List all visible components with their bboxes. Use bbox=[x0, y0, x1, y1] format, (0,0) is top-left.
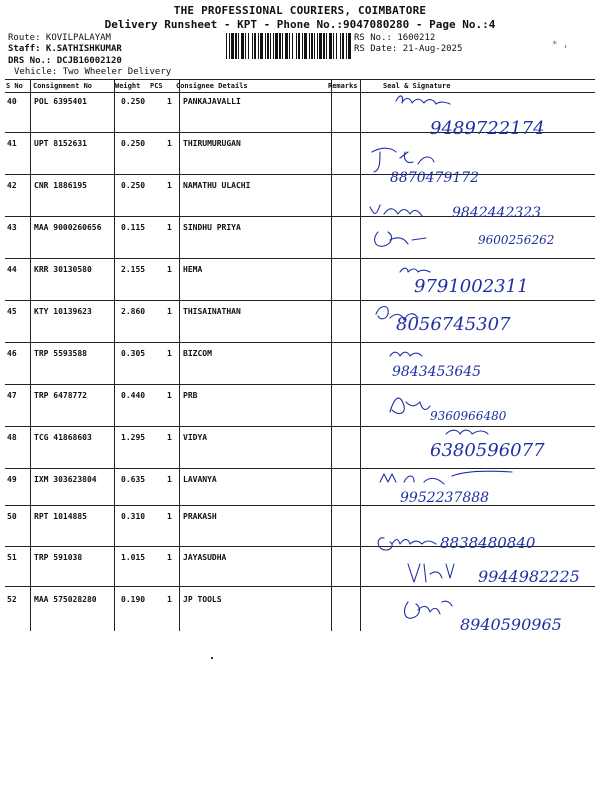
col-header-signature: Seal & Signature bbox=[383, 82, 451, 90]
barcode-bar bbox=[252, 33, 253, 59]
barcode-bar bbox=[333, 33, 334, 59]
barcode bbox=[226, 33, 351, 59]
row-consignee: PANKAJAVALLI bbox=[183, 97, 241, 106]
barcode-bar bbox=[340, 33, 341, 59]
table-top-rule bbox=[5, 79, 595, 80]
phone-40: 9489722174 bbox=[430, 118, 545, 139]
row-consignment: MAA 575028280 bbox=[34, 595, 97, 604]
barcode-bar bbox=[298, 33, 300, 59]
barcode-bar bbox=[326, 33, 327, 59]
row-consignee: SINDHU PRIYA bbox=[183, 223, 241, 232]
barcode-bar bbox=[317, 33, 318, 59]
signature-50 bbox=[378, 534, 536, 552]
signature-40 bbox=[396, 96, 545, 139]
barcode-bar bbox=[238, 33, 239, 59]
col-divider-consignee bbox=[331, 79, 332, 631]
row-pcs: 1 bbox=[167, 553, 172, 562]
row-consignment: KTY 10139623 bbox=[34, 307, 92, 316]
barcode-bar bbox=[311, 33, 313, 59]
col-header-cno: Consignment No bbox=[33, 82, 93, 90]
phone-43a: 9842442323 bbox=[452, 205, 542, 221]
barcode-bar bbox=[275, 33, 278, 59]
row-pcs: 1 bbox=[167, 139, 172, 148]
row-sno: 41 bbox=[7, 139, 17, 148]
row-sno: 49 bbox=[7, 475, 17, 484]
row-pcs: 1 bbox=[167, 349, 172, 358]
col-header-remarks: Remarks bbox=[328, 82, 358, 90]
row-pcs: 1 bbox=[167, 595, 172, 604]
row-consignment: IXM 303623804 bbox=[34, 475, 97, 484]
barcode-bar bbox=[285, 33, 288, 59]
col-header-weight: Weight bbox=[115, 82, 141, 90]
row-sno: 48 bbox=[7, 433, 17, 442]
phone-44: 9791002311 bbox=[414, 276, 529, 297]
row-weight: 0.440 bbox=[121, 391, 146, 400]
row-pcs: 1 bbox=[167, 97, 172, 106]
barcode-bar bbox=[302, 33, 303, 59]
row-consignee: VIDYA bbox=[183, 433, 208, 442]
row-consignment: POL 6395401 bbox=[34, 97, 87, 106]
col-header-consignee: Consignee Details bbox=[176, 82, 248, 90]
row-weight: 0.190 bbox=[121, 595, 146, 604]
col-header-sno: S No bbox=[6, 82, 23, 90]
drs-number: DRS No.: DCJB16002120 bbox=[8, 56, 122, 66]
row-weight: 0.115 bbox=[121, 223, 146, 232]
barcode-bar bbox=[254, 33, 256, 59]
row-consignee: BIZCOM bbox=[183, 349, 212, 358]
barcode-bar bbox=[282, 33, 283, 59]
signature-area bbox=[360, 82, 600, 642]
signature-48 bbox=[430, 430, 545, 461]
barcode-bar bbox=[289, 33, 290, 59]
row-pcs: 1 bbox=[167, 475, 172, 484]
phone-48: 6380596077 bbox=[430, 440, 545, 461]
barcode-bar bbox=[265, 33, 266, 59]
row-consignee: NAMATHU ULACHI bbox=[183, 181, 251, 190]
row-consignee: PRAKASH bbox=[183, 512, 217, 521]
col-divider-cno bbox=[114, 79, 115, 631]
barcode-bar bbox=[304, 33, 307, 59]
barcode-bar bbox=[258, 33, 259, 59]
row-consignment: MAA 9000260656 bbox=[34, 223, 102, 232]
row-consignment: KRR 30130580 bbox=[34, 265, 92, 274]
row-consignee: PRB bbox=[183, 391, 198, 400]
row-sno: 44 bbox=[7, 265, 17, 274]
row-consignment: TRP 6478772 bbox=[34, 391, 87, 400]
barcode-bar bbox=[342, 33, 344, 59]
corner-mark: * , bbox=[552, 40, 569, 50]
row-weight: 0.305 bbox=[121, 349, 146, 358]
row-consignee: LAVANYA bbox=[183, 475, 217, 484]
row-pcs: 1 bbox=[167, 391, 172, 400]
row-pcs: 1 bbox=[167, 181, 172, 190]
signature-52 bbox=[405, 601, 562, 634]
barcode-bar bbox=[309, 33, 310, 59]
barcode-bar bbox=[231, 33, 234, 59]
row-sno: 40 bbox=[7, 97, 17, 106]
phone-52: 8940590965 bbox=[460, 615, 562, 634]
row-consignee: JP TOOLS bbox=[183, 595, 222, 604]
row-sno: 51 bbox=[7, 553, 17, 562]
runsheet-title: Delivery Runsheet - KPT - Phone No.:9047080280 - Page No.:4 bbox=[104, 18, 496, 31]
barcode-bar bbox=[329, 33, 332, 59]
phone-47: 9360966480 bbox=[430, 409, 507, 423]
barcode-bar bbox=[267, 33, 269, 59]
barcode-bar bbox=[241, 33, 244, 59]
barcode-bar bbox=[346, 33, 347, 59]
row-weight: 1.295 bbox=[121, 433, 146, 442]
row-weight: 0.250 bbox=[121, 97, 146, 106]
phone-45: 8056745307 bbox=[396, 314, 511, 335]
company-name: THE PROFESSIONAL COURIERS, COIMBATORE bbox=[173, 4, 427, 17]
signature-44 bbox=[400, 268, 529, 297]
barcode-bar bbox=[229, 33, 230, 59]
route-label: Route: KOVILPALAYAM bbox=[8, 33, 111, 43]
col-divider-weight bbox=[179, 79, 180, 631]
barcode-bar bbox=[235, 33, 237, 59]
signature-41 bbox=[372, 148, 479, 186]
barcode-bar bbox=[323, 33, 325, 59]
barcode-bar bbox=[336, 33, 337, 59]
signature-45 bbox=[376, 307, 511, 336]
row-consignee: THIRUMURUGAN bbox=[183, 139, 241, 148]
phone-49: 9952237888 bbox=[400, 490, 490, 506]
row-weight: 0.250 bbox=[121, 139, 146, 148]
row-consignment: TCG 41868603 bbox=[34, 433, 92, 442]
row-weight: 2.155 bbox=[121, 265, 146, 274]
col-divider-sno bbox=[30, 79, 31, 631]
staff-label: Staff: K.SATHISHKUMAR bbox=[8, 44, 122, 54]
barcode-bar bbox=[348, 33, 351, 59]
phone-50: 8838480840 bbox=[440, 534, 536, 552]
signature-49 bbox=[380, 471, 512, 506]
barcode-bar bbox=[245, 33, 246, 59]
row-consignment: CNR 1886195 bbox=[34, 181, 87, 190]
barcode-bar bbox=[273, 33, 274, 59]
row-consignee: THISAINATHAN bbox=[183, 307, 241, 316]
signature-43 bbox=[370, 205, 554, 247]
barcode-bar bbox=[226, 33, 227, 59]
row-sno: 42 bbox=[7, 181, 17, 190]
signature-51 bbox=[408, 564, 580, 586]
row-consignment: TRP 5593588 bbox=[34, 349, 87, 358]
phone-51: 9944982225 bbox=[478, 567, 580, 586]
barcode-bar bbox=[279, 33, 281, 59]
vehicle-label: Vehicle: Two Wheeler Delivery bbox=[14, 67, 172, 77]
row-sno: 50 bbox=[7, 512, 17, 521]
barcode-bar bbox=[314, 33, 315, 59]
row-consignee: JAYASUDHA bbox=[183, 553, 227, 562]
row-weight: 1.015 bbox=[121, 553, 146, 562]
col-header-pcs: PCS bbox=[150, 82, 163, 90]
signature-47 bbox=[390, 398, 507, 423]
rs-number: RS No.: 1600212 bbox=[354, 33, 436, 43]
row-sno: 46 bbox=[7, 349, 17, 358]
row-sno: 43 bbox=[7, 223, 17, 232]
row-weight: 0.310 bbox=[121, 512, 146, 521]
barcode-bar bbox=[270, 33, 271, 59]
row-pcs: 1 bbox=[167, 307, 172, 316]
row-pcs: 1 bbox=[167, 223, 172, 232]
row-weight: 2.860 bbox=[121, 307, 146, 316]
stray-dot bbox=[211, 657, 213, 659]
row-pcs: 1 bbox=[167, 265, 172, 274]
signature-46 bbox=[390, 352, 481, 380]
barcode-bar bbox=[248, 33, 249, 59]
row-sno: 52 bbox=[7, 595, 17, 604]
row-consignment: UPT 8152631 bbox=[34, 139, 87, 148]
barcode-bar bbox=[292, 33, 293, 59]
row-weight: 0.635 bbox=[121, 475, 146, 484]
barcode-bar bbox=[260, 33, 263, 59]
phone-43b: 9600256262 bbox=[478, 233, 555, 247]
row-consignee: HEMA bbox=[183, 265, 203, 274]
row-sno: 45 bbox=[7, 307, 17, 316]
row-pcs: 1 bbox=[167, 512, 172, 521]
phone-46: 9843453645 bbox=[392, 364, 482, 380]
row-consignment: TRP 591038 bbox=[34, 553, 83, 562]
rs-date: RS Date: 21-Aug-2025 bbox=[354, 44, 463, 54]
phone-41: 8870479172 bbox=[390, 170, 480, 186]
row-consignment: RPT 1014885 bbox=[34, 512, 87, 521]
row-sno: 47 bbox=[7, 391, 17, 400]
barcode-bar bbox=[319, 33, 322, 59]
barcode-bar bbox=[296, 33, 297, 59]
row-pcs: 1 bbox=[167, 433, 172, 442]
row-weight: 0.250 bbox=[121, 181, 146, 190]
